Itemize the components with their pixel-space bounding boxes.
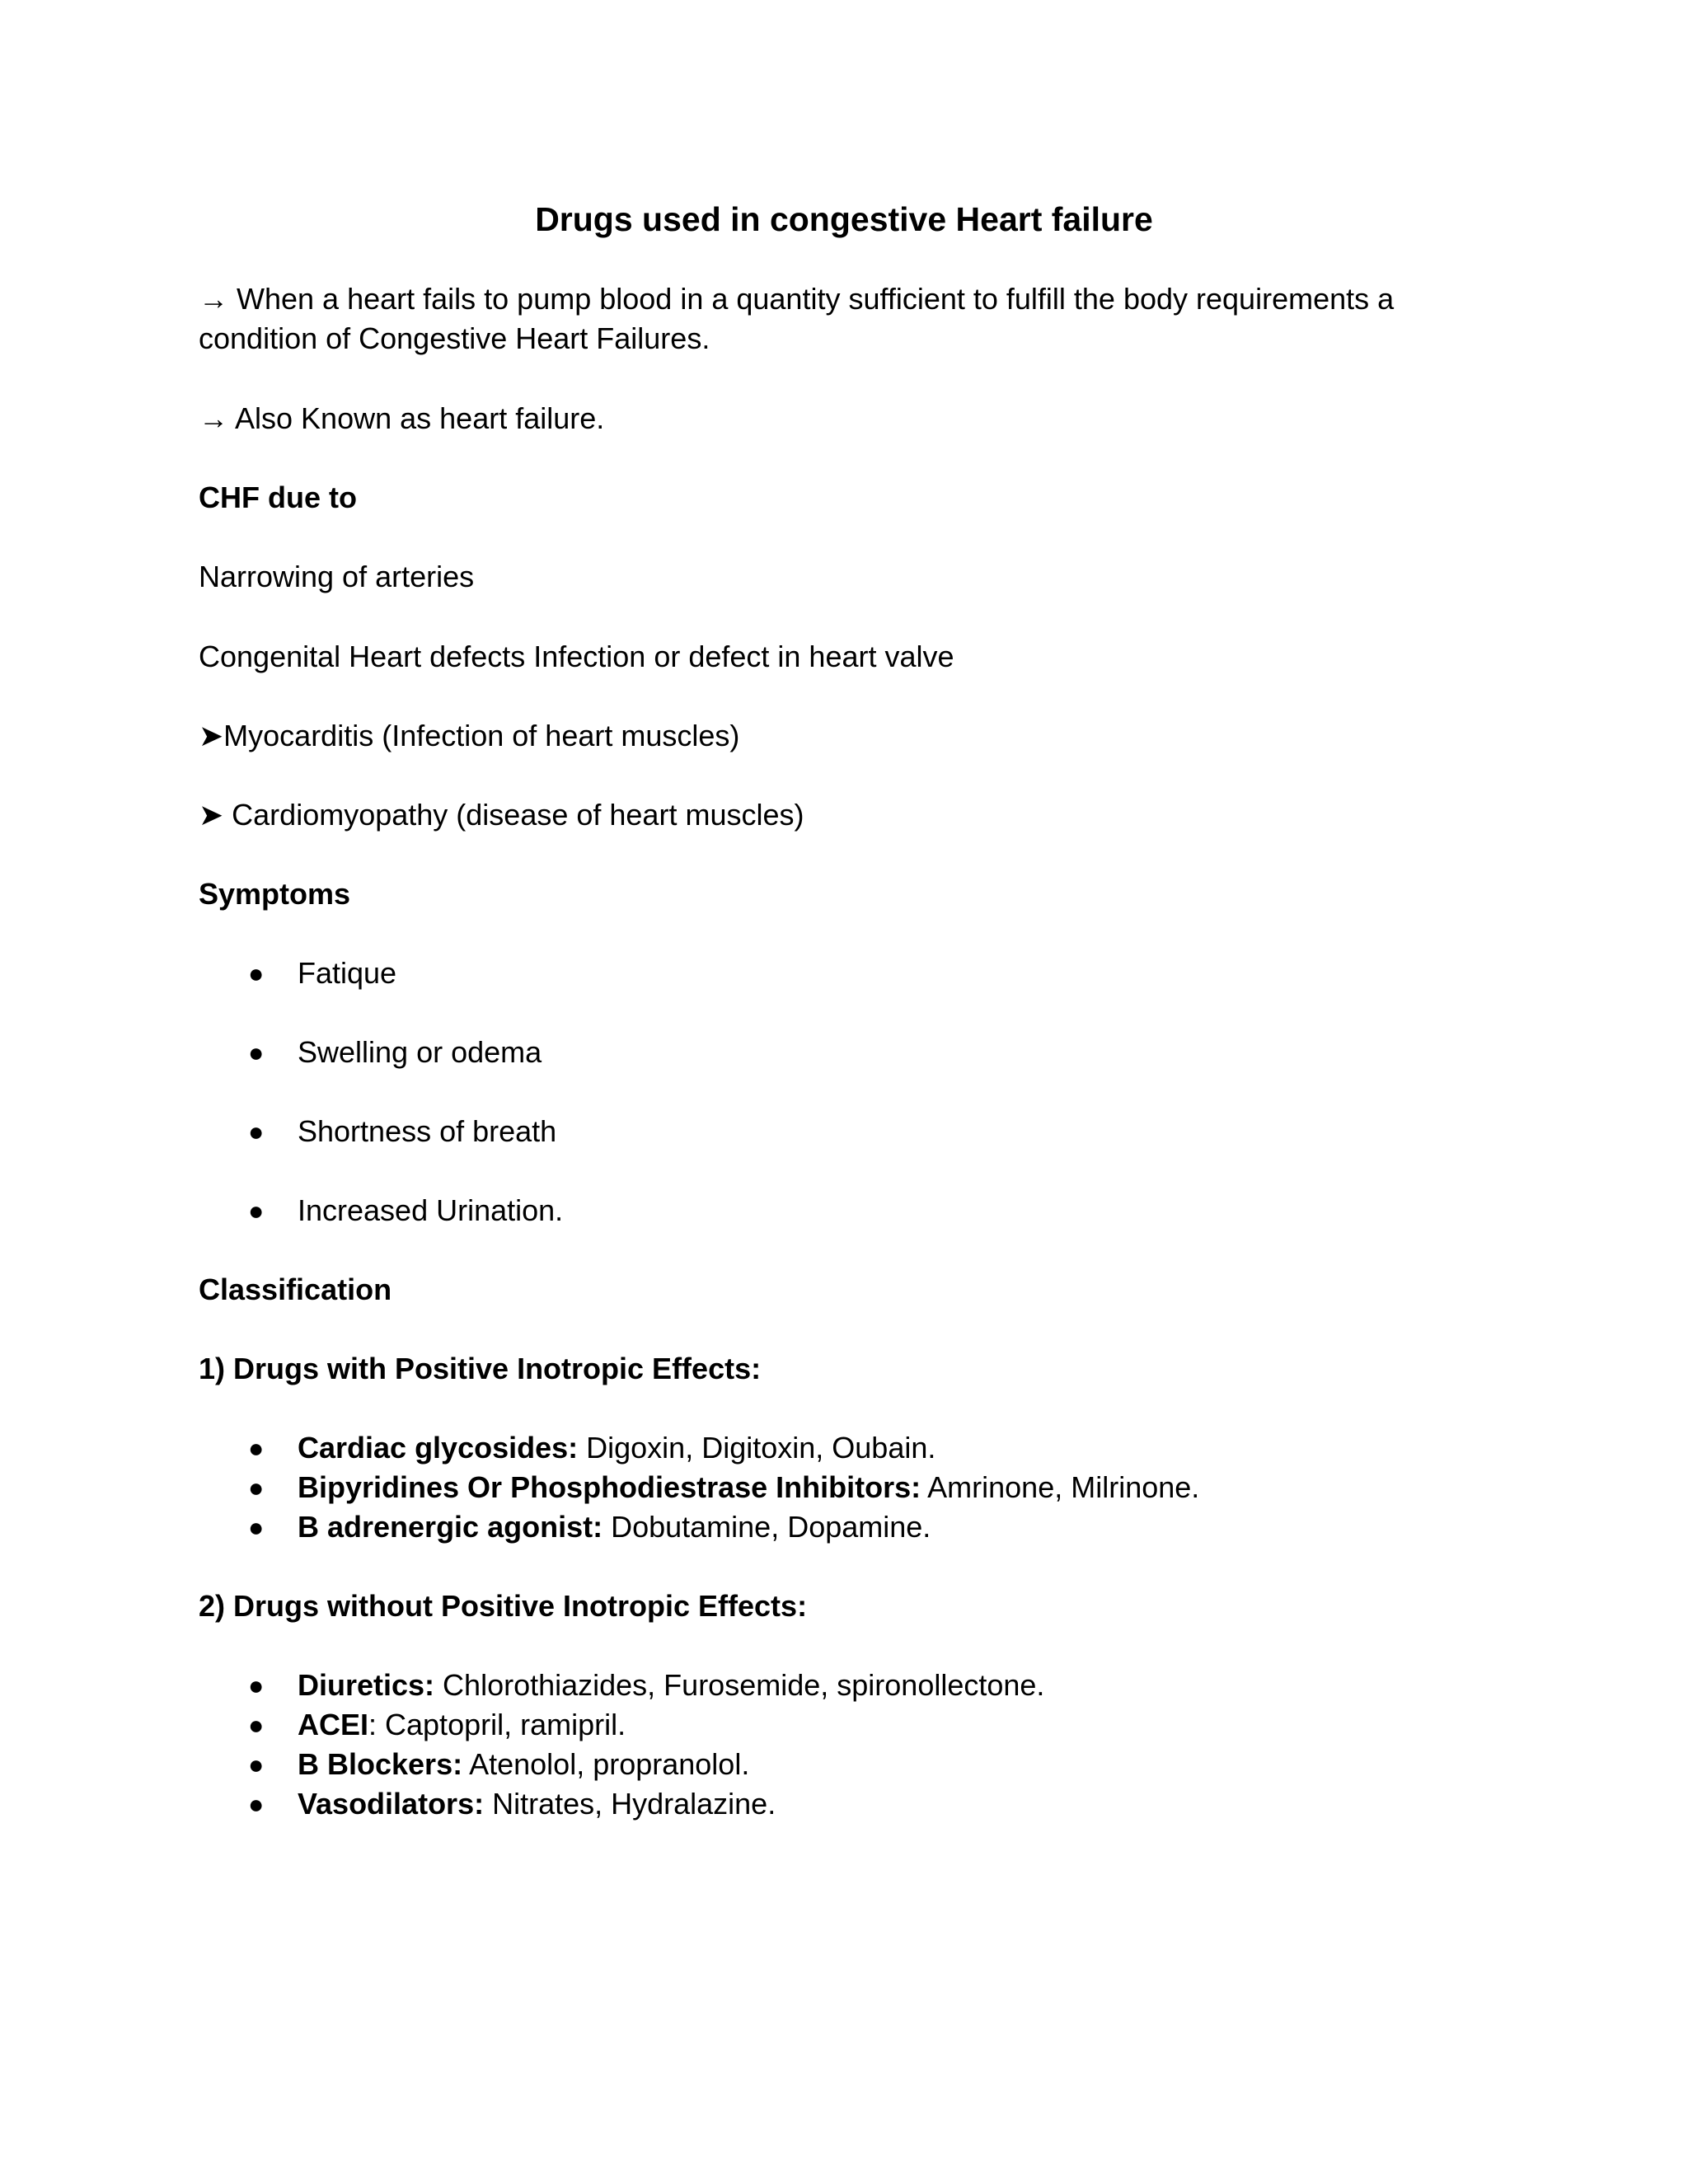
bullet-icon: ● xyxy=(248,1789,265,1819)
drug-class-term: Diuretics: xyxy=(298,1668,435,1702)
causes-heading: CHF due to xyxy=(199,480,357,514)
drug-examples: Amrinone, Milrinone. xyxy=(921,1470,1200,1504)
drug-item xyxy=(298,1428,935,1468)
drug-item xyxy=(298,1666,1044,1705)
drug-class-term: Bipyridines Or Phosphodiestrase Inhibitors: xyxy=(298,1470,921,1504)
drug-item xyxy=(298,1507,931,1547)
bullet-icon: ● xyxy=(248,1512,265,1542)
drug-item xyxy=(298,1705,626,1745)
intro-paragraph-2: → Also Known as heart failure. xyxy=(199,401,605,435)
bullet-icon: ● xyxy=(248,1433,265,1463)
drug-item xyxy=(298,1745,749,1784)
bullet-icon: ● xyxy=(248,1710,265,1740)
drug-examples: : Captopril, ramipril. xyxy=(368,1708,626,1741)
symptom-item: Increased Urination. xyxy=(298,1193,564,1227)
cause-item: Congenital Heart defects Infection or defect in heart valve xyxy=(199,640,954,673)
symptom-item: Fatique xyxy=(298,956,397,990)
drug-class-term: B adrenergic agonist: xyxy=(298,1510,603,1544)
cause-item: ➤ Cardiomyopathy (disease of heart muscles) xyxy=(199,798,804,832)
bullet-icon: ● xyxy=(248,1473,265,1502)
drug-class-term: ACEI xyxy=(298,1708,369,1741)
drug-class-term: Cardiac glycosides: xyxy=(298,1431,579,1465)
drug-class-term: Vasodilators: xyxy=(298,1787,485,1821)
drug-examples: Chlorothiazides, Furosemide, spironollectone. xyxy=(434,1668,1045,1702)
intro-paragraph-1: → When a heart fails to pump blood in a quantity sufficient to fulfill the body requirements a condition of Congestive Heart Failures. xyxy=(199,282,1395,355)
bullet-icon: ● xyxy=(248,1038,265,1067)
symptom-item: Swelling or odema xyxy=(298,1035,542,1069)
symptom-item: Shortness of breath xyxy=(298,1114,557,1148)
drug-item xyxy=(298,1784,776,1824)
bullet-icon: ● xyxy=(248,1671,265,1700)
cause-item: ➤Myocarditis (Infection of heart muscles) xyxy=(199,719,740,752)
drug-examples: Atenolol, propranolol. xyxy=(462,1747,750,1781)
drug-examples: Nitrates, Hydralazine. xyxy=(484,1787,776,1821)
symptoms-heading: Symptoms xyxy=(199,877,351,911)
drug-item xyxy=(298,1468,1199,1507)
drug-class-term: B Blockers: xyxy=(298,1747,463,1781)
group-heading-positive: 1) Drugs with Positive Inotropic Effects: xyxy=(199,1352,762,1385)
bullet-icon: ● xyxy=(248,1196,265,1226)
drug-examples: Dobutamine, Dopamine. xyxy=(603,1510,931,1544)
cause-item: Narrowing of arteries xyxy=(199,560,475,593)
bullet-icon: ● xyxy=(248,1750,265,1779)
bullet-icon: ● xyxy=(248,958,265,988)
document-title: Drugs used in congestive Heart failure xyxy=(535,200,1153,238)
classification-heading: Classification xyxy=(199,1272,392,1306)
drug-examples: Digoxin, Digitoxin, Oubain. xyxy=(578,1431,936,1465)
group-heading-without-positive: 2) Drugs without Positive Inotropic Effects: xyxy=(199,1589,808,1623)
bullet-icon: ● xyxy=(248,1117,265,1146)
